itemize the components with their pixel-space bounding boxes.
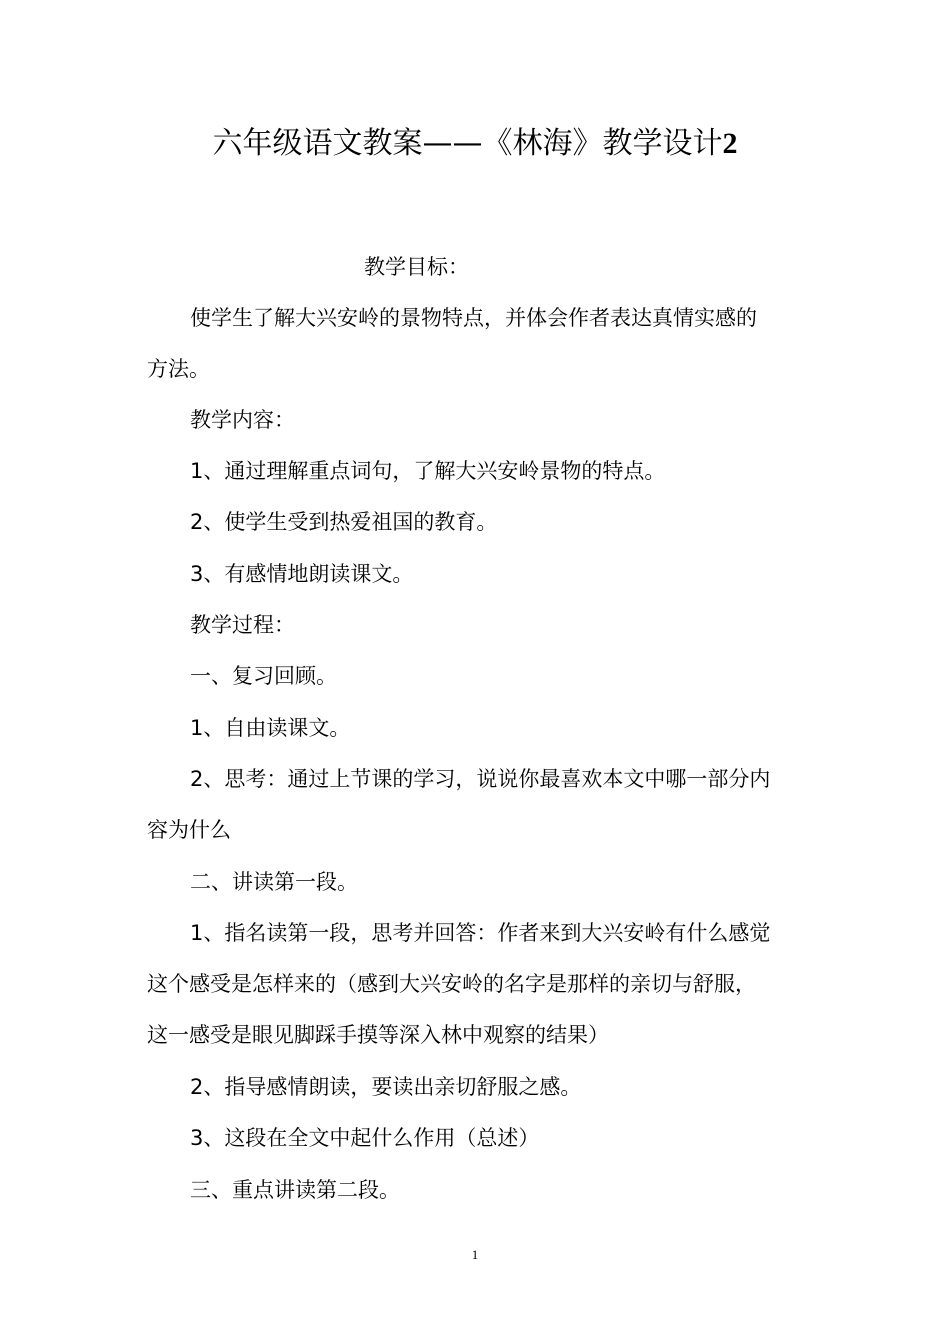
section-1-item-1: 1、自由读课文。 — [190, 716, 351, 740]
heading-teaching-goals: 教学目标： — [364, 255, 469, 279]
page-number: 1 — [471, 1247, 479, 1262]
section-2-heading: 二、讲读第一段。 — [190, 870, 358, 894]
section-1-item-2-line-2: 容为什么 — [147, 818, 231, 842]
heading-teaching-content: 教学内容： — [190, 408, 295, 432]
content-item-3: 3、有感情地朗读课文。 — [190, 562, 414, 586]
paragraph-goals-line-1: 使学生了解大兴安岭的景物特点，并体会作者表达真情实感的 — [190, 306, 757, 330]
section-1-item-2-line-1: 2、思考：通过上节课的学习，说说你最喜欢本文中哪一部分内 — [190, 767, 771, 791]
section-2-item-1-line-2: 这个感受是怎样来的（感到大兴安岭的名字是那样的亲切与舒服， — [147, 972, 756, 996]
section-1-heading: 一、复习回顾。 — [190, 664, 337, 688]
section-2-item-1-line-1: 1、指名读第一段，思考并回答：作者来到大兴安岭有什么感觉 — [190, 921, 771, 945]
section-2-item-2: 2、指导感情朗读，要读出亲切舒服之感。 — [190, 1075, 582, 1099]
section-3-heading: 三、重点讲读第二段。 — [190, 1178, 400, 1202]
heading-teaching-process: 教学过程： — [190, 613, 295, 637]
content-item-1: 1、通过理解重点词句，了解大兴安岭景物的特点。 — [190, 459, 666, 483]
section-2-item-3: 3、这段在全文中起什么作用（总述） — [190, 1126, 540, 1150]
title-number: 2 — [722, 127, 738, 160]
document-title — [0, 122, 950, 166]
section-2-item-1-line-3: 这一感受是眼见脚踩手摸等深入林中观察的结果） — [147, 1023, 609, 1047]
paragraph-goals-line-2: 方法。 — [147, 357, 210, 381]
title-text: 六年级语文教案——《林海》教学设计 — [212, 126, 723, 161]
content-item-2: 2、使学生受到热爱祖国的教育。 — [190, 510, 498, 534]
